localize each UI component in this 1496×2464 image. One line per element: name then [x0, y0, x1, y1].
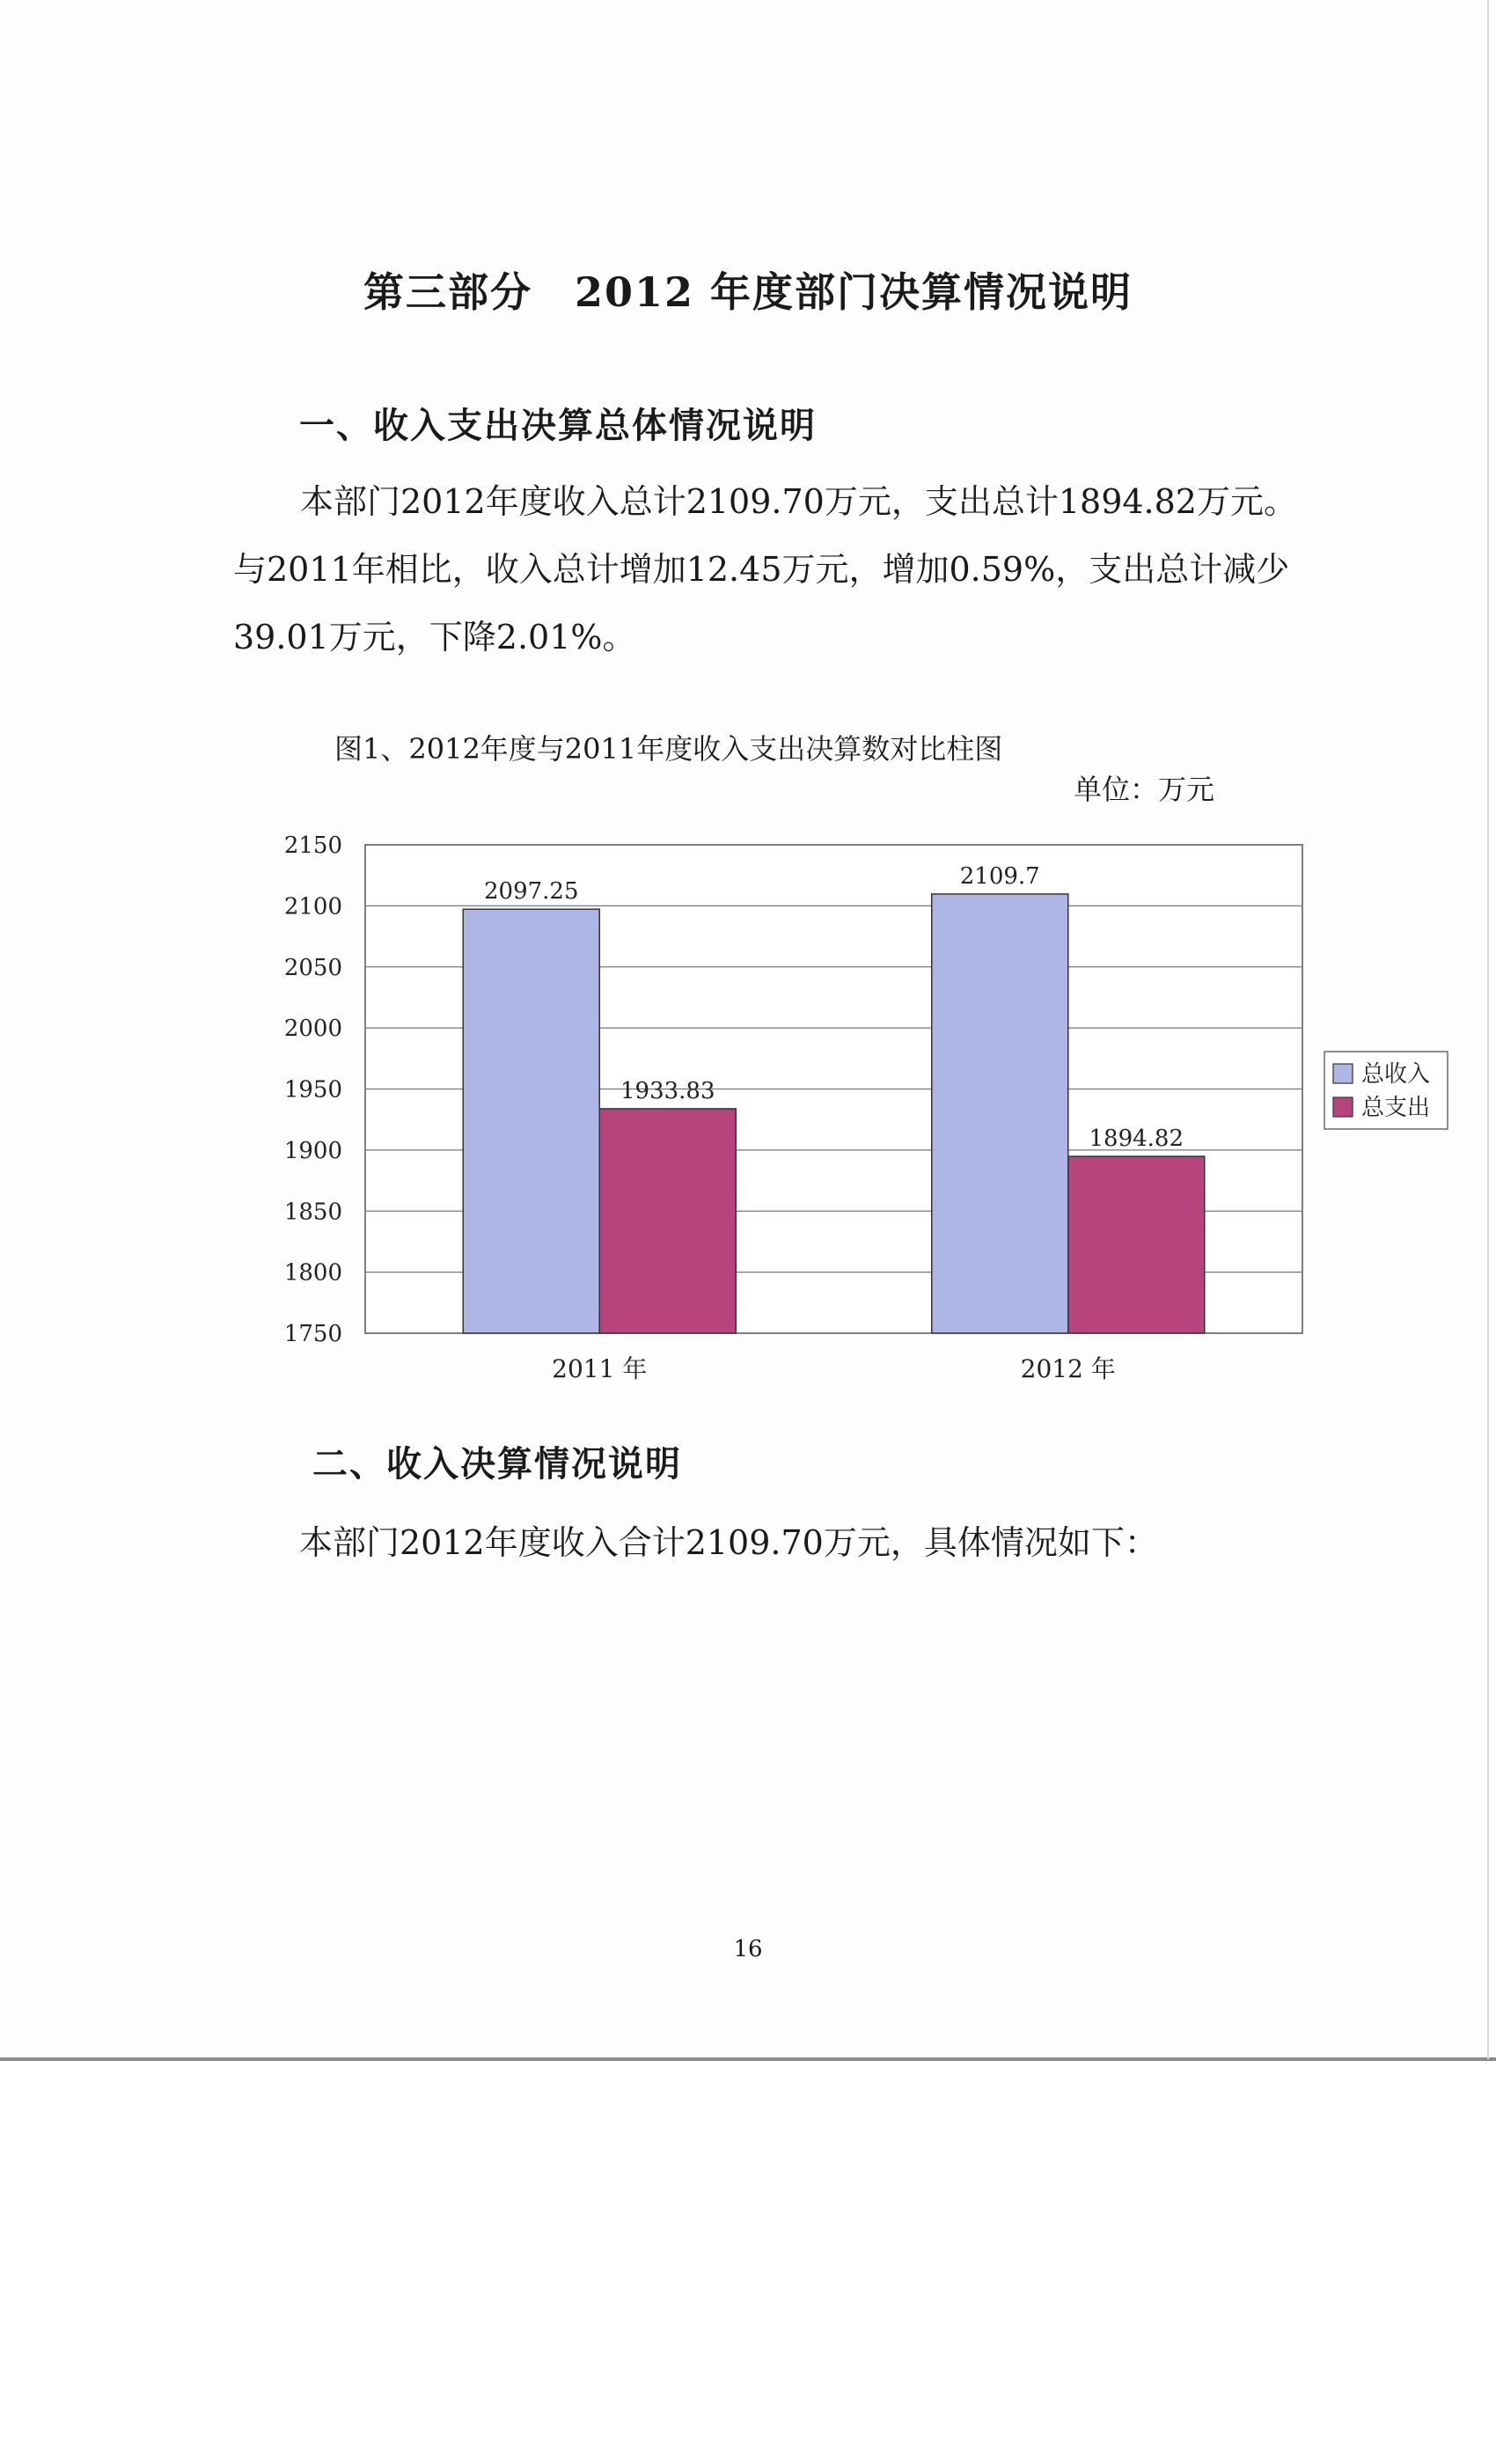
- legend-swatch: [1333, 1097, 1353, 1117]
- y-tick-label: 1950: [283, 1076, 342, 1104]
- legend-label: 总支出: [1361, 1095, 1431, 1121]
- page-edge: [0, 2057, 1496, 2061]
- y-tick-label: 2150: [283, 832, 342, 859]
- x-tick-label: 2012 年: [1020, 1354, 1116, 1383]
- legend-label: 总收入: [1361, 1061, 1431, 1088]
- bar: [599, 1109, 736, 1333]
- figure-caption: 图1、2012年度与2011年度收入支出决算数对比柱图: [334, 732, 1003, 766]
- data-label: 1933.83: [620, 1077, 715, 1104]
- y-tick-label: 1750: [283, 1321, 342, 1347]
- legend-swatch: [1333, 1064, 1353, 1083]
- y-tick-label: 1900: [283, 1137, 342, 1164]
- data-label: 2109.7: [959, 862, 1040, 890]
- section1-paragraph: 本部门2012年度收入总计2109.70万元，支出总计1894.82万元。与2011年相比，收入总计增加12.45万元，增加0.59%，支出总计减少39.01万元，下降2.01%。: [233, 482, 1297, 656]
- bar: [932, 894, 1068, 1333]
- y-tick-label: 2050: [283, 954, 342, 981]
- page-number: 16: [733, 1936, 763, 1962]
- section2-heading: 二、收入决算情况说明: [312, 1443, 682, 1485]
- data-label: 1894.82: [1089, 1126, 1184, 1153]
- figure-unit: 单位：万元: [1074, 773, 1215, 806]
- y-tick-label: 2000: [283, 1016, 342, 1043]
- x-tick-label: 2011 年: [552, 1354, 648, 1383]
- section1-heading: 一、收入支出决算总体情况说明: [299, 405, 817, 446]
- data-label: 2097.25: [483, 878, 579, 906]
- y-tick-label: 1850: [283, 1199, 342, 1226]
- y-tick-label: 2100: [283, 893, 342, 920]
- bar: [463, 909, 599, 1333]
- y-tick-label: 1800: [283, 1259, 342, 1287]
- section2-paragraph: 本部门2012年度收入合计2109.70万元，具体情况如下：: [299, 1523, 1158, 1562]
- bar-chart: [264, 810, 1452, 1408]
- page-side-edge: [1487, 0, 1489, 2059]
- page-title: 第三部分 2012 年度部门决算情况说明: [363, 268, 1133, 316]
- bar: [1068, 1156, 1205, 1333]
